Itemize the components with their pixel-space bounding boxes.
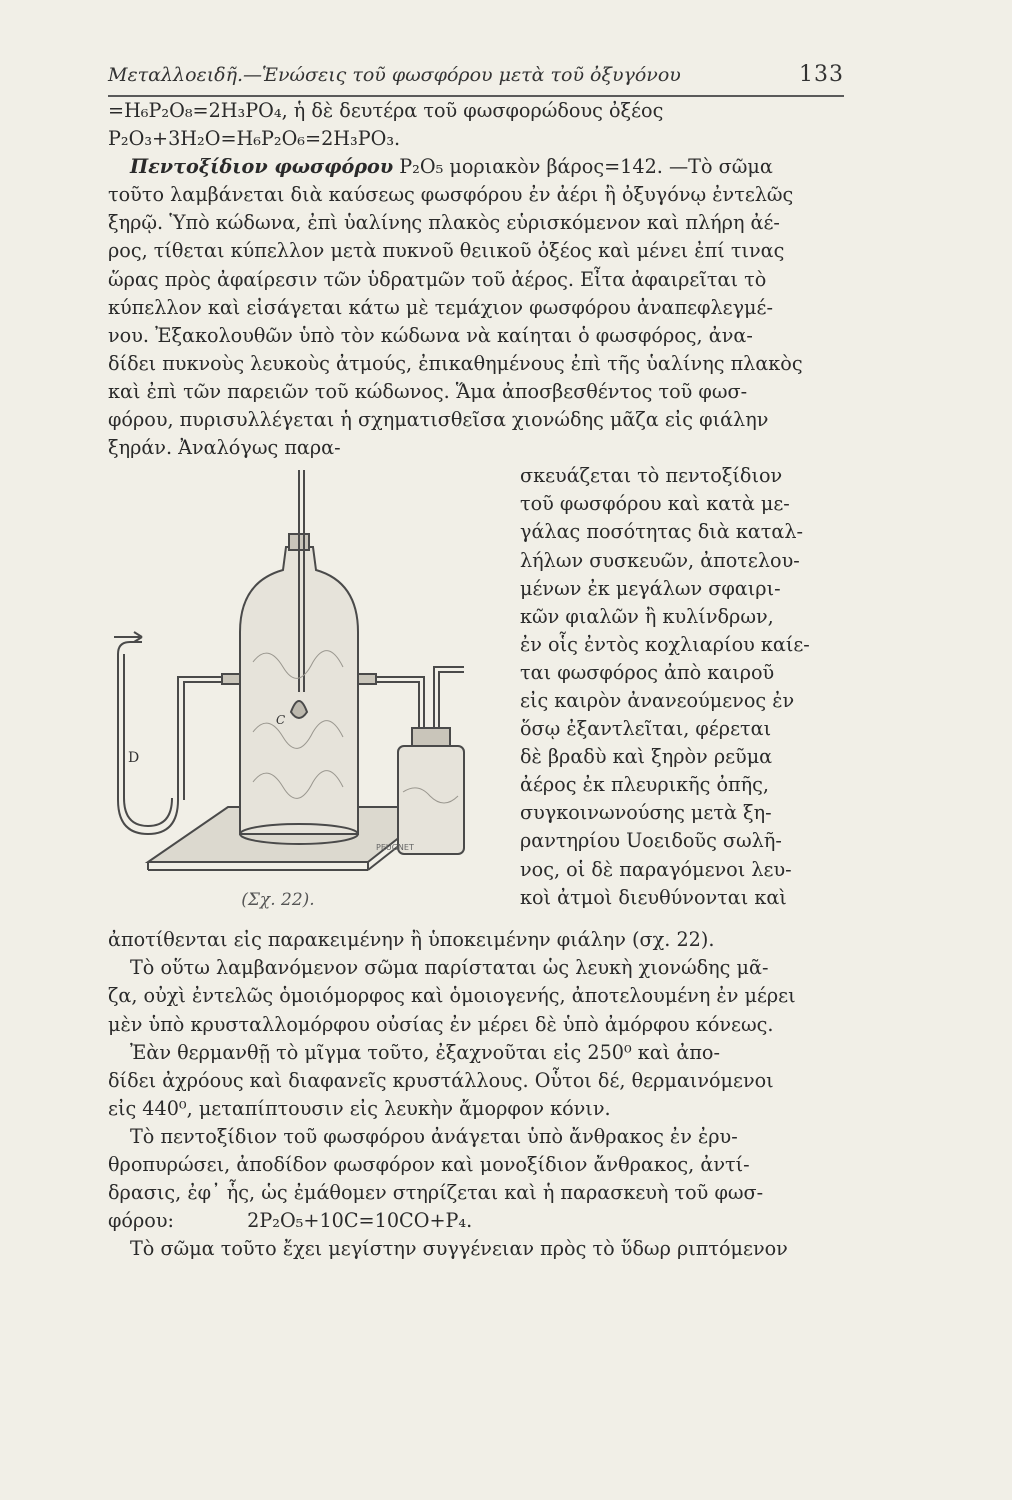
text-line: Τὸ σῶμα τοῦτο ἔχει μεγίστην συγγένειαν πρὸς τὸ ὕδωρ ριπτόμενον — [130, 1237, 788, 1261]
text-line: δρασις, ἐφ᾽ ἧς, ὡς ἐμάθομεν στηρίζεται καὶ ἡ παρασκευὴ τοῦ φωσ- — [108, 1181, 764, 1205]
engraver-signature: PEUGNET — [376, 843, 414, 853]
right-connector — [358, 674, 376, 684]
text-line: δίδει πυκνοὺς λευκοὺς ἀτμούς, ἐπικαθημένους ἐπὶ τῆς ὑαλίνης πλακὸς — [108, 351, 803, 375]
figure-apparatus — [108, 462, 508, 926]
text-line: δὲ βραδὺ καὶ ξηρὸν ρεῦμα — [520, 745, 773, 769]
text-line: τοῦτο λαμβάνεται διὰ καύσεως φωσφόρου ἐν ἀέρι ἢ ὀξυγόνῳ ἐντελῶς — [108, 183, 794, 207]
text-line: Ἐὰν θερμανθῇ τὸ μῖγμα τοῦτο, ἐξαχνοῦται εἰς 250⁰ καὶ ἀπο- — [130, 1040, 720, 1064]
text-line: ἀποτίθενται εἰς παρακειμένην ἢ ὑποκειμένην φιάλην (σχ. 22). — [108, 928, 715, 952]
text-line: θροπυρώσει, ἀποδίδον φωσφόρον καὶ μονοξίδιον ἄνθρακος, ἀντί- — [108, 1152, 750, 1176]
text-line: Τὸ πεντοξίδιον τοῦ φωσφόρου ἀνάγεται ὑπὸ ἄνθρακος ἐν ἐρυ- — [130, 1124, 738, 1148]
text-line: ὅσῳ ἐξαντλεῖται, φέρεται — [520, 717, 772, 741]
u-tube — [118, 654, 178, 834]
text-line: τοῦ φωσφόρου καὶ κατὰ με- — [520, 492, 790, 516]
text-line: Τὸ οὕτω λαμβανόμενον σῶμα παρίσταται ὡς λευκὴ χιονώδης μᾶ- — [130, 956, 769, 980]
page-number: 133 — [799, 62, 844, 87]
text-line: ξηράν. Ἀναλόγως παρα- — [108, 436, 341, 460]
text-line: μένων ἐκ μεγάλων σφαιρι- — [520, 576, 781, 600]
side-column — [520, 462, 844, 912]
text-line: P₂O₃+3H₂O=H₆P₂O₆=2H₃PO₃. — [108, 127, 401, 151]
text-line: ρος, τίθεται κύπελλον μετὰ πυκνοῦ θειικοῦ ὀξέος καὶ μένει ἐπί τινας — [108, 239, 785, 263]
text-line: μὲν ὑπὸ κρυσταλλομόρφου οὐσίας ἐν μέρει δὲ ὑπὸ ἀμόρφου κόνεως. — [108, 1012, 774, 1036]
equation-line: φόρου: 2P₂O₅+10C=10CO+P₄. — [108, 1209, 473, 1233]
book-page — [108, 62, 844, 1263]
text-line: συγκοινωνούσης μετὰ ξη- — [520, 801, 772, 825]
text-line: νος, οἱ δὲ παραγόμενοι λευ- — [520, 857, 792, 881]
text-line: λήλων συσκευῶν, ἀποτελου- — [520, 548, 800, 572]
text-line: γάλας ποσότητας διὰ καταλ- — [520, 520, 804, 544]
text-line: εἰς 440⁰, μεταπίπτουσιν εἰς λευκὴν ἄμορφον κόνιν. — [108, 1096, 611, 1120]
figure-row — [108, 462, 844, 926]
text-line: εἰς καιρὸν ἀνανεούμενος ἐν — [520, 688, 795, 712]
text-line: κύπελλον καὶ εἰσάγεται κάτω μὲ τεμάχιον φωσφόρου ἀναπεφλεγμέ- — [108, 295, 773, 319]
figure-caption: (Σχ. 22). — [241, 890, 315, 911]
label-d: D — [128, 750, 140, 767]
text-line: ζα, οὐχὶ ἐντελῶς ὁμοιόμορφος καὶ ὁμοιογενής, ἀποτελουμένη ἐν μέρει — [108, 984, 796, 1008]
text-line: φόρου, πυρισυλλέγεται ἡ σχηματισθεῖσα χιονώδης μᾶζα εἰς φιάλην — [108, 408, 769, 432]
text-line: ἐν οἷς ἐντὸς κοχλιαρίου καίε- — [520, 632, 810, 656]
text-line: σκευάζεται τὸ πεντοξίδιον — [520, 464, 783, 488]
text-line: ὥρας πρὸς ἀφαίρεσιν τῶν ὑδρατμῶν τοῦ ἀέρος. Εἶτα ἀφαιρεῖται τὸ — [108, 267, 767, 291]
apparatus-illustration — [108, 462, 508, 882]
text-line: κῶν φιαλῶν ἢ κυλίνδρων, — [520, 604, 774, 628]
receiving-bottle — [398, 746, 464, 854]
section-title: Πεντοξίδιον φωσφόρου — [130, 155, 394, 179]
text-line: ξηρῷ. Ὑπὸ κώδωνα, ἐπὶ ὑαλίνης πλακὸς εὑρισκόμενον καὶ πλήρη ἀέ- — [108, 211, 780, 235]
left-connector — [222, 674, 240, 684]
text-line: δίδει ἀχρόους καὶ διαφανεῖς κρυστάλλους. Οὗτοι δέ, θερμαινόμενοι — [108, 1068, 774, 1092]
section-title-rest: P₂O₅ μοριακὸν βάρος=142. —Τὸ σῶμα — [393, 155, 773, 179]
text-line: ἀέρος ἐκ πλευρικῆς ὀπῆς, — [520, 773, 769, 797]
label-c: C — [276, 713, 286, 728]
running-header — [108, 62, 844, 97]
running-title: Μεταλλοειδῆ.—Ἑνώσεις τοῦ φωσφόρου μετὰ τοῦ ὀξυγόνου — [108, 64, 681, 86]
body-text — [108, 97, 844, 1263]
text-line: ραντηρίου Uοειδοῦς σωλῆ- — [520, 829, 782, 853]
text-line: =H₆P₂O₈=2H₃PO₄, ἡ δὲ δευτέρα τοῦ φωσφορώδους ὀξέος — [108, 99, 664, 122]
text-line: νου. Ἐξακολουθῶν ὑπὸ τὸν κώδωνα νὰ καίηται ὁ φωσφόρος, ἀνα- — [108, 323, 753, 347]
text-line: καὶ ἐπὶ τῶν παρειῶν τοῦ κώδωνος. Ἅμα ἀποσβεσθέντος τοῦ φωσ- — [108, 379, 748, 403]
text-line: ται φωσφόρος ἀπὸ καιροῦ — [520, 660, 775, 684]
text-line: κοὶ ἀτμοὶ διευθύνονται καὶ — [520, 885, 787, 909]
section-heading-line — [108, 153, 844, 181]
